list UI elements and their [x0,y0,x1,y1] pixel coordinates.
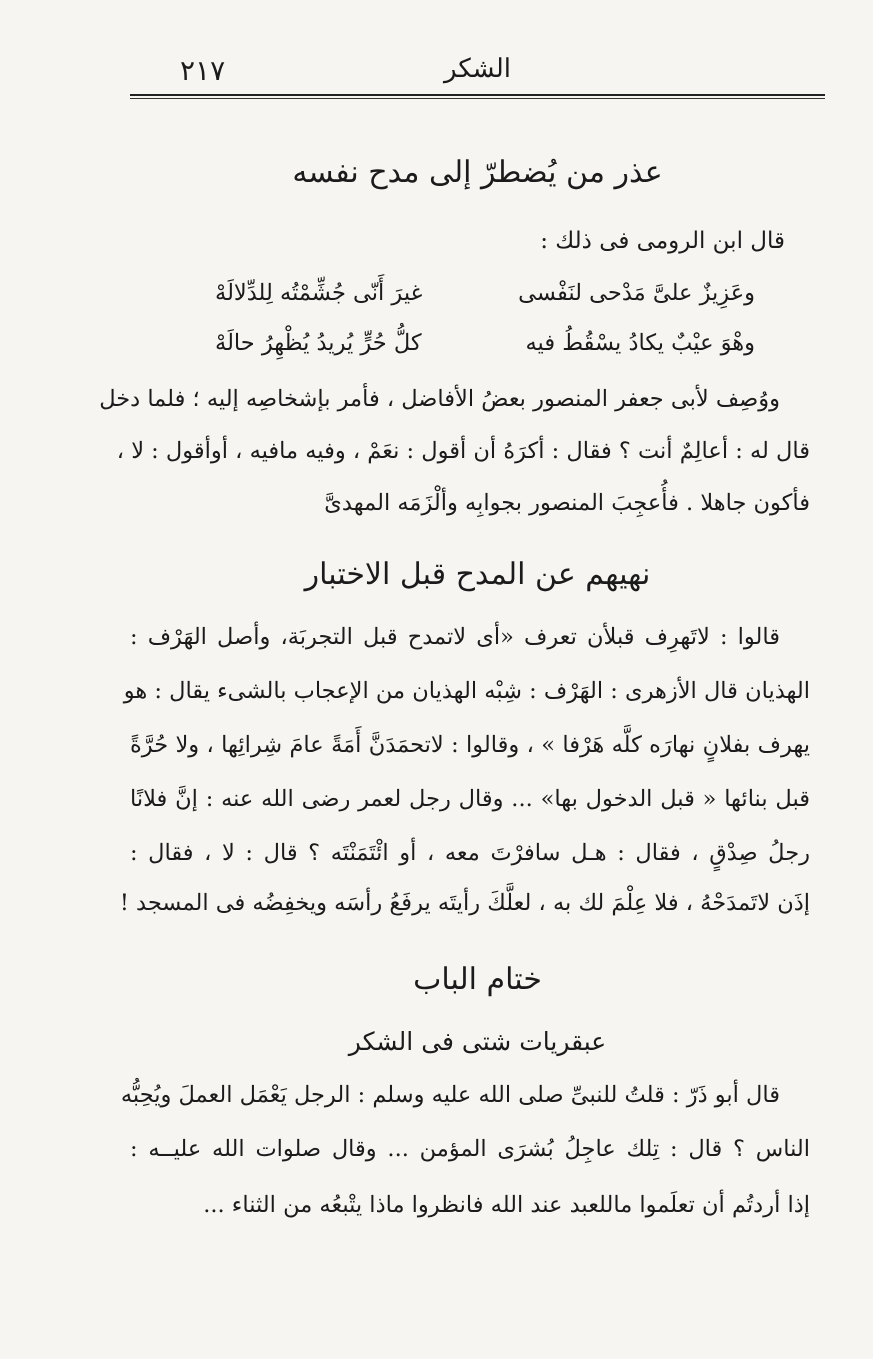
section-title-excuse: عذر من يُضطرّ إلى مدح نفسه [292,155,663,190]
section-intro: قال ابن الرومى فى ذلك : [540,228,785,254]
verse-line [215,330,755,370]
paragraph-line: قالوا : لاتَهرِف قبلأن تعرف «أى لاتمدح قبل التجربَة، وأصل الهَرْف : [130,624,780,650]
header-rule [130,94,825,96]
verse-line [215,280,755,320]
header-rule-thin [130,98,825,99]
paragraph-line: إذا أردتُم أن تعلَموا ماللعبد عند الله فانظروا ماذا يتْبعُه من الثناء ... [203,1192,810,1218]
verse-first-hemistich: وهْوَ عيْبٌ يكادُ يسْقُطُ فيه [525,330,755,356]
paragraph-line: قال له : أعالِمٌ أنت ؟ فقال : أكرَهُ أن أقول : نعَمْ ، وفيه مافيه ، أوأقول : لا ، [116,438,810,464]
paragraph-line: الناس ؟ قال : تِلك عاجِلُ بُشرَى المؤمن ... وقال صلوات الله عليــه : [130,1136,810,1162]
section-title-conclusion: ختام الباب [413,962,542,997]
paragraph-line: قال أبو ذَرّ : قلتُ للنبىِّ صلى الله عليه وسلم : الرجل يَعْمَل العملَ ويُحِبُّه [120,1082,780,1108]
section-subtitle: عبقريات شتى فى الشكر [348,1027,607,1056]
paragraph-line: الهذيان قال الأزهرى : الهَرْف : شِبْه الهذيان من الإعجاب بالشىء يقال : هو [123,678,810,704]
page-number: ٢١٧ [180,54,226,87]
running-title: الشكر [443,54,512,84]
paragraph-line: رجلُ صِدْقٍ ، فقال : هـل سافرْتَ معه ، أو ائْتَمَنْتَه ؟ قال : لا ، فقال : [130,840,810,866]
paragraph-line: إذَن لاتَمدَحْهُ ، فلا عِلْمَ لك به ، لعلَّكَ رأيتَه يرفَعُ رأسَه ويخفِضُه فى المسجد ! [119,890,810,916]
paragraph-line: ووُصِف لأبى جعفر المنصور بعضُ الأفاضل ، فأمر بإشخاصِه إليه ؛ فلما دخل [99,386,780,412]
verse-second-hemistich: غيرَ أَنّى جُشِّمْتُه لِلدِّلالَهْ [215,280,423,306]
section-title-praise: نهيهم عن المدح قبل الاختبار [304,557,651,592]
verse-first-hemistich: وعَزِيزٌ علىَّ مَدْحى لنَفْسى [518,280,755,306]
paragraph-line: قبل بنائها « قبل الدخول بها» ... وقال رجل لعمر رضى الله عنه : إنَّ فلانًا [130,786,810,812]
page-header [130,40,825,98]
verse-second-hemistich: كلُّ حُرٍّ يُريدُ يُظْهِرُ حالَهْ [215,330,422,356]
paragraph-line: يهرف بفلانٍ نهارَه كلَّه هَرْفا » ، وقالوا : لاتحمَدَنَّ أَمَةً عامَ شِرائِها ، ولا حُرَّةً [130,732,810,758]
paragraph-line: فأكون جاهلا . فأُعجِبَ المنصور بجوابِه وألْزَمَه المهدىَّ [324,490,810,516]
